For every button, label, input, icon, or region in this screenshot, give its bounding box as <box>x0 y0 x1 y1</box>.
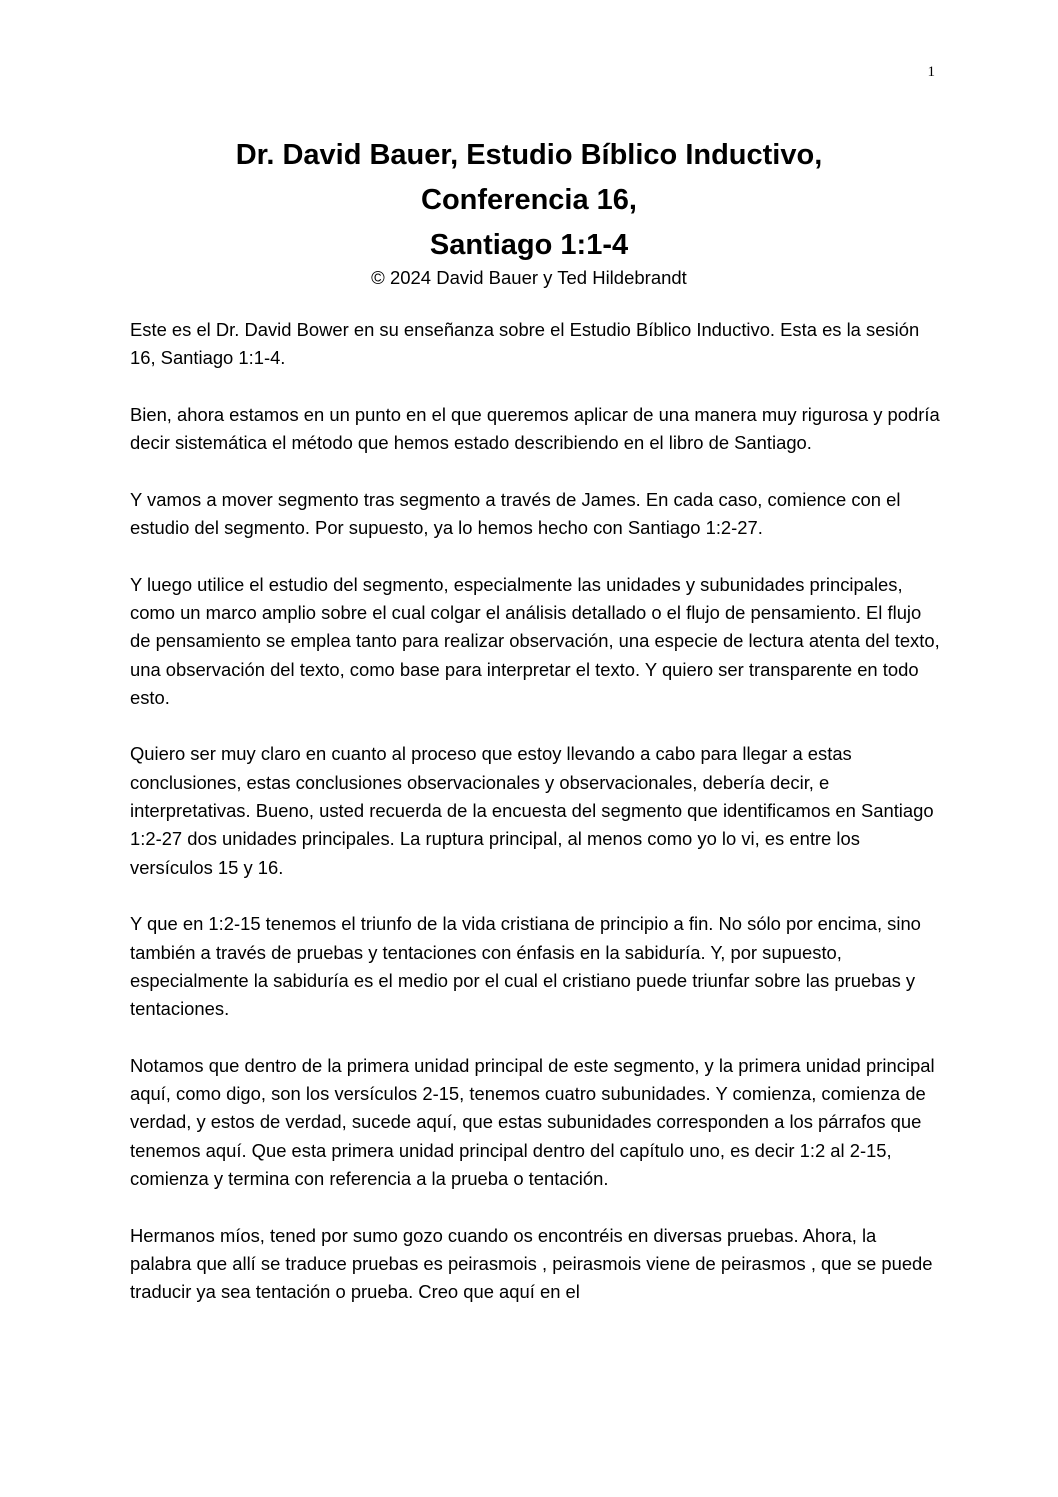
title-line-1: Dr. David Bauer, Estudio Bíblico Inductivo, <box>235 139 823 171</box>
paragraph-7: Notamos que dentro de la primera unidad principal de este segmento, y la primera unidad principal aquí, como digo, son los versículos 2-15, tenemos cuatro subunidades. Y comienza, comienza de verdad, y estos de verdad, sucede aquí, que estas subunidades corresponden a los párrafos que tenemos aquí. Que esta primera unidad principal dentro del capítulo uno, es decir 1:2 al 2-15, comienza y termina con referencia a la prueba o tentación. <box>130 1054 935 1189</box>
paragraph-2: Bien, ahora estamos en un punto en el que queremos aplicar de una manera muy rigurosa y podría decir sistemática el método que hemos estado describiendo en el libro de Santiago. <box>130 403 940 454</box>
paragraph-8: Hermanos míos, tened por sumo gozo cuando os encontréis en diversas pruebas. Ahora, la palabra que allí se traduce pruebas es peirasmois , peirasmois viene de peirasmos , que se puede traducir ya sea tentación o prueba. Creo que aquí en el <box>130 1224 933 1303</box>
paragraph-5: Quiero ser muy claro en cuanto al proceso que estoy llevando a cabo para llegar a estas conclusiones, estas conclusiones observacionales y observacionales, debería decir, e interpretativas. Bueno, usted recuerda de la encuesta del segmento que identificamos en Santiago 1:2-27 dos unidades principales. La ruptura principal, al menos como yo lo vi, es entre los versículos 15 y 16. <box>130 743 934 878</box>
paragraph-6: Y que en 1:2-15 tenemos el triunfo de la vida cristiana de principio a fin. No sólo por encima, sino también a través de pruebas y tentaciones con énfasis en la sabiduría. Y, por supuesto, especialmente la sabiduría es el medio por el cual el cristiano puede triunfar sobre las pruebas y tentaciones. <box>130 913 921 1020</box>
paragraph-1: Este es el Dr. David Bower en su enseñanza sobre el Estudio Bíblico Inductivo. Esta es la sesión 16, Santiago 1:1-4. <box>130 319 920 369</box>
document-body <box>130 316 940 1335</box>
copyright-notice: © 2024 David Bauer y Ted Hildebrandt <box>371 267 687 288</box>
paragraph-4: Y luego utilice el estudio del segmento, especialmente las unidades y subunidades principales, como un marco amplio sobre el cual colgar el análisis detallado o el flujo de pensamiento. El flujo de pensamiento se emplea tanto para realizar observación, una especie de lectura atenta del texto, una observación del texto, como base para interpretar el texto. Y quiero ser transparente en todo esto. <box>130 573 940 708</box>
title-line-2: Conferencia 16, <box>421 184 637 216</box>
page-number: 1 <box>927 64 935 80</box>
paragraph-3: Y vamos a mover segmento tras segmento a través de James. En cada caso, comience con el estudio del segmento. Por supuesto, ya lo hemos hecho con Santiago 1:2-27. <box>130 488 901 539</box>
document-header <box>0 133 1058 291</box>
title-line-3: Santiago 1:1-4 <box>429 229 629 261</box>
